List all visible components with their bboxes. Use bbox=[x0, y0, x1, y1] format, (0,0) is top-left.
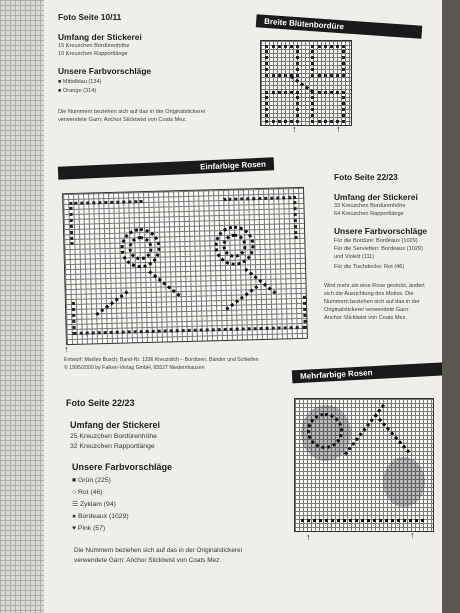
book-page bbox=[44, 0, 460, 613]
left-farb-line-1: ■ Mittelblau (134) bbox=[58, 79, 102, 85]
left-note-line-1: Die Nummern beziehen sich auf das in der Originalstickerei bbox=[58, 109, 206, 115]
right-note-line-2: sich die Ausrichtung des Motivs. Die bbox=[324, 291, 414, 297]
bottom-farb-title: Unsere Farbvorschläge bbox=[72, 462, 173, 472]
left-note-line-2: verwendete Garn: Anchor Sticktwist von Coats Mez. bbox=[58, 117, 187, 123]
right-farb-line-3: und Violett (111) bbox=[334, 254, 375, 260]
right-umfang-line-1: 33 Kreuzchen Bordürenhöhe bbox=[334, 203, 406, 209]
left-photo-heading: Foto Seite 10/11 bbox=[58, 12, 122, 22]
up-arrow-icon: ↑ bbox=[306, 532, 311, 542]
right-umfang-title: Umfang der Stickerei bbox=[334, 192, 418, 202]
left-umfang-title: Umfang der Stickerei bbox=[58, 32, 142, 42]
right-farb-title: Unsere Farbvorschläge bbox=[334, 226, 428, 236]
up-arrow-icon: ↑ bbox=[292, 124, 297, 134]
einfarbige-title-bar: Einfarbige Rosen bbox=[58, 157, 274, 179]
breite-title-bar: Breite Blütenbordüre bbox=[256, 14, 423, 39]
previous-page-chart bbox=[0, 0, 44, 613]
bottom-photo-heading: Foto Seite 22/23 bbox=[66, 398, 135, 408]
breite-chart bbox=[260, 40, 352, 126]
bottom-umfang-line-2: 32 Kreuzchen Rapportlänge bbox=[70, 443, 155, 450]
rose-motif bbox=[307, 413, 343, 449]
left-umfang-line-2: 10 Kreuzchen Rapportlänge bbox=[58, 51, 128, 57]
rose-motif bbox=[383, 457, 425, 507]
right-farb-line-4: Für die Tischdecke: Rot (46) bbox=[334, 264, 405, 270]
chart-motif bbox=[311, 45, 345, 77]
chart-stitch-line bbox=[301, 519, 427, 522]
bottom-farb-line-4: ● Bordeaux (1029) bbox=[72, 513, 129, 520]
bottom-umfang-line-1: 25 Kreuzchen Bordürenhöhe bbox=[70, 433, 157, 440]
bottom-farb-line-2: ○ Rot (46) bbox=[72, 489, 103, 496]
right-farb-line-2: Für die Servietten: Bordeaux (1029) bbox=[334, 246, 423, 252]
mehrfarbige-rose-chart bbox=[294, 398, 434, 532]
previous-page-strip bbox=[0, 0, 45, 613]
up-arrow-icon: ↑ bbox=[64, 344, 69, 354]
right-note-line-4: Originalstickerei verwendete Garn: bbox=[324, 307, 410, 313]
up-arrow-icon: ↑ bbox=[410, 530, 415, 540]
bottom-note-line-2: verwendete Garn: Anchor Sticktwist von Coats Mez. bbox=[74, 557, 222, 564]
right-note-line-1: Wird mehr als eine Rose gestickt, ändert bbox=[324, 283, 425, 289]
left-farb-line-2: ■ Orange (314) bbox=[58, 88, 97, 94]
right-umfang-line-2: 64 Kreuzchen Rapportlänge bbox=[334, 211, 404, 217]
bottom-farb-line-5: ♥ Pink (57) bbox=[72, 525, 106, 532]
chart-motif bbox=[311, 91, 345, 123]
right-note-line-5: Anchor Sticktwist von Coats Mez. bbox=[324, 315, 408, 321]
left-umfang-line-1: 15 Kreuzchen Bordürenhöhe bbox=[58, 43, 130, 49]
chart-motif bbox=[265, 45, 299, 77]
bottom-umfang-title: Umfang der Stickerei bbox=[70, 420, 161, 430]
bottom-farb-line-3: ☰ Zyklam (94) bbox=[72, 501, 116, 508]
up-arrow-icon: ↑ bbox=[336, 124, 341, 134]
chart-stitch-line bbox=[148, 270, 183, 298]
right-note-line-3: Nummern beziehen sich auf das in der bbox=[324, 299, 420, 305]
mehrfarbige-title-bar: Mehrfarbige Rosen bbox=[292, 362, 458, 384]
bottom-note-line-1: Die Nummern beziehen sich auf das in der Originalstickerei bbox=[74, 547, 243, 554]
left-farb-title: Unsere Farbvorschläge bbox=[58, 66, 152, 76]
chart-stitch-line bbox=[374, 413, 412, 455]
credit-line-1: Entwurf: Marlies Busch; Band-Nr. 1336 Kreuzstich – Bordüren, Bänder und Schleifen bbox=[64, 357, 259, 363]
einfarbige-rose-chart bbox=[62, 187, 308, 345]
credit-line-2: © 1995/2000 by Falken-Verlag GmbH, 65527 Niedernhausen bbox=[64, 365, 205, 371]
right-photo-heading: Foto Seite 22/23 bbox=[334, 172, 398, 182]
chart-motif bbox=[265, 91, 299, 123]
chart-frame-bottom bbox=[72, 296, 307, 335]
right-farb-line-1: Für die Bordüre: Bordeaux (1029) bbox=[334, 238, 418, 244]
bottom-farb-line-1: ■ Grün (225) bbox=[72, 477, 111, 484]
page-edge-shadow bbox=[442, 0, 460, 613]
